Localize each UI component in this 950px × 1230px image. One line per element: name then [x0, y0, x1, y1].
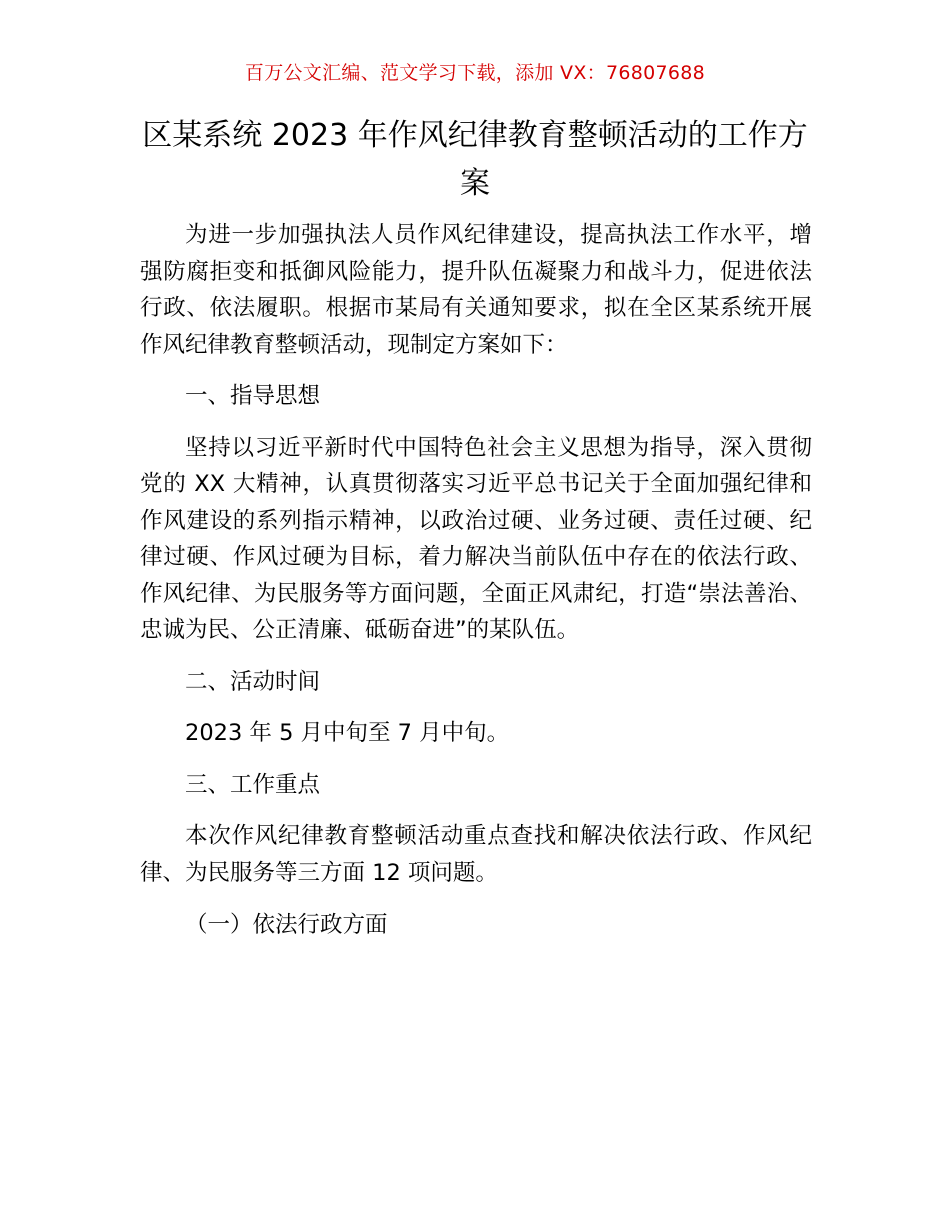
- subsection-heading-law-administration: （一）依法行政方面: [185, 912, 388, 938]
- section-heading-work-focus: 三、工作重点: [185, 771, 321, 798]
- document-title: 区某系统 2023 年作风纪律教育整顿活动的工作方案: [142, 118, 808, 201]
- guiding-thought-paragraph: 坚持以习近平新时代中国特色社会主义思想为指导，深入贯彻党的 XX 大精神，认真贯彻落实习近平总书记关于全面加强纪律和作风建设的系列指示精神，以政治过硬、业务过硬、责任过硬、纪律过硬、作风过硬为目标，着力解决当前队伍中存在的依法行政、作风纪律、为民服务等方面问题，全面正风肃纪，打造“崇法善治、忠诚为民、公正清廉、砥砺奋进”的某队伍。: [140, 434, 812, 643]
- document-body: [140, 217, 812, 944]
- activity-time-paragraph: 2023 年 5 月中旬至 7 月中旬。: [185, 720, 510, 746]
- section-heading-guiding-thought: 一、指导思想: [185, 383, 321, 409]
- section-heading-activity-time: 二、活动时间: [185, 668, 321, 695]
- intro-paragraph: 为进一步加强执法人员作风纪律建设，提高执法工作水平，增强防腐拒变和抵御风险能力，提升队伍凝聚力和战斗力，促进依法行政、依法履职。根据市某局有关通知要求，拟在全区某系统开展作风纪律教育整顿活动，现制定方案如下：: [140, 222, 812, 358]
- work-focus-paragraph: 本次作风纪律教育整顿活动重点查找和解决依法行政、作风纪律、为民服务等三方面 12 项问题。: [140, 823, 812, 886]
- header-note: 百万公文汇编、范文学习下载，添加 VX：76807688: [244, 62, 706, 84]
